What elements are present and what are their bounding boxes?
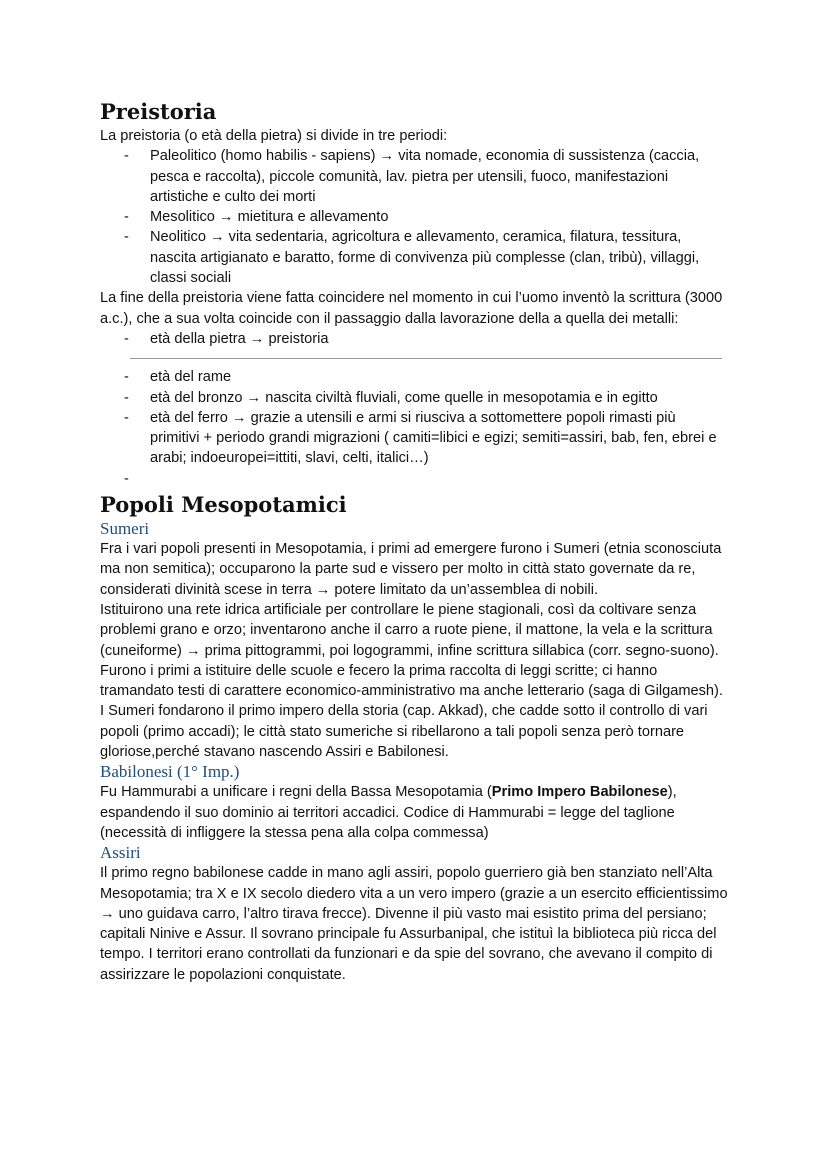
ages-list-before (100, 329, 728, 349)
bold-text: Primo Impero Babilonese (491, 784, 668, 801)
list-item: - Mesolitico → mietitura e allevamento (100, 207, 728, 227)
dash-bullet: - (124, 330, 129, 347)
assiri-paragraph: Il primo regno babilonese cadde in mano agli assiri, popolo guerriero già ben stanziato nell’Alta Mesopotamia; tra X e IX secolo diedero vita a un vero impero (grazie a un esercito efficientissimo → uno guidava carro, l’altro tirava frecce). Divenne il più vasto mai esistito prima del persiano; capitali Ninive e Assur. Il sovrano principale fu Assurbanipal, che istituì la biblioteca più ricca del tempo. I territori erano controllati da funzionari e da spie del sovrano, che avevano il compito di assirizzare le popolazioni conquistate. (100, 865, 728, 983)
list-item: - età del rame (100, 367, 728, 387)
periods-list (100, 146, 728, 288)
list-item: - Neolitico → vita sedentaria, agricoltura e allevamento, ceramica, filatura, tessitura, nascita artigianato e baratto, forme di convivenza più complesse (clan, tribù), villaggi, classi sociali (124, 229, 700, 287)
sumeri-paragraph: Fra i vari popoli presenti in Mesopotamia, i primi ad emergere furono i Sumeri (etnia sconosciuta ma non semitica); occuparono la parte sud e vissero per molto in città stato governate da re, considerati divinità scese in terra → potere limitato da un’assemblea di nobili. (100, 541, 722, 598)
sumeri-paragraph: Istituirono una rete idrica artificiale per controllare le piene stagionali, così da coltivare senza problemi grano e orzo; inventarono anche il carro a ruote piene, il mattone, la vela e la scrittura (cuneiforme) → prima pittogrammi, poi logogrammi, infine scrittura sillabica (corr. segno-suono). (100, 601, 719, 659)
dash-bullet: - (124, 470, 129, 487)
horizontal-rule (130, 358, 722, 359)
list-item: - Paleolitico (homo habilis - sapiens) → vita nomade, economia di sussistenza (caccia, pesca e raccolta), piccole comunità, lav. pietra per utensili, fuoco, manifestazioni artistiche e culto dei morti (124, 148, 700, 205)
dash-bullet: - (124, 148, 129, 165)
heading-preistoria: Preistoria (100, 99, 217, 124)
dash-bullet: - (124, 389, 129, 406)
dash-bullet: - (124, 409, 129, 426)
subheading-assiri: Assiri (100, 843, 141, 863)
subheading-sumeri: Sumeri (100, 519, 150, 539)
preistoria-intro: La preistoria (o età della pietra) si divide in tre periodi: (100, 128, 448, 144)
subheading-babilonesi: Babilonesi (1° Imp.) (100, 762, 240, 782)
list-item: - età del ferro → grazie a utensili e armi si riusciva a sottomettere popoli rimasti più primitivi + periodo grandi migrazioni ( camiti=libici e egizi; semiti=assiri, bab, fen, ebrei e arabi; indoeuropei=ittiti, slavi, celti, italici…) (124, 409, 717, 467)
dash-bullet: - (124, 229, 129, 246)
babilonesi-paragraph: Fu Hammurabi a unificare i regni della Bassa Mesopotamia (Primo Impero Babilonese), espandendo il suo dominio ai territori accadici. Codice di Hammurabi = legge del taglione (necessità di infliggere la stessa pena alla colpa commessa) (100, 784, 677, 841)
dash-bullet: - (124, 369, 129, 386)
ages-list-after (100, 367, 728, 489)
dash-bullet: - (124, 209, 129, 226)
heading-popoli-mesopotamici: Popoli Mesopotamici (100, 492, 347, 518)
list-item: - età della pietra → preistoria (100, 329, 728, 349)
preistoria-paragraph: La fine della preistoria viene fatta coincidere nel momento in cui l’uomo inventò la scrittura (3000 a.c.), che a sua volta coincide con il passaggio dalla lavorazione della a quella dei metalli: (100, 290, 723, 327)
list-item (100, 469, 728, 489)
sumeri-paragraph: Furono i primi a istituire delle scuole e fecero la prima raccolta di leggi scritte; ci hanno tramandato testi di carattere economico-amministrativo ma anche letterario (saga di Gilgamesh). I Sumeri fondarono il primo impero della storia (cap. Akkad), che cadde sotto il controllo di vari popoli (primo accadi); le città stato sumeriche si ribellarono a tali popoli senza però tornare gloriose,perché stavano nascendo Assiri e Babilonesi. (100, 662, 723, 761)
list-item: - età del bronzo → nascita civiltà fluviali, come quelle in mesopotamia e in egitto (100, 388, 728, 408)
